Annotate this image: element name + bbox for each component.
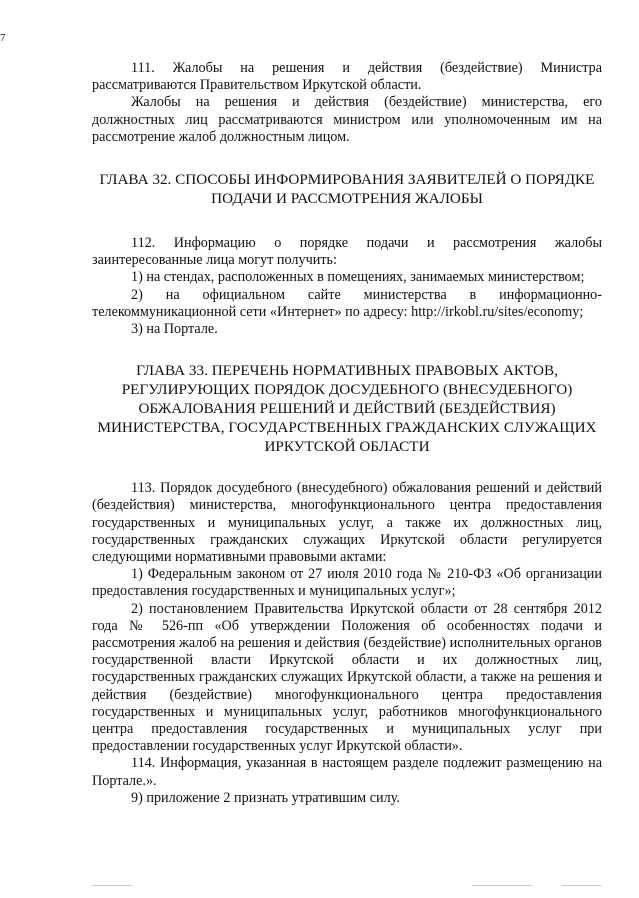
chapter-33-heading-line: ОБЖАЛОВАНИЯ РЕШЕНИЙ И ДЕЙСТВИЙ (БЕЗДЕЙСТВИЯ) bbox=[138, 400, 556, 418]
paragraph-113: 113. Порядок досудебного (внесудебного) обжалования решений и действий (бездействия) министерства, многофункционального центра предоставления государственных и муниципальных услуг, а также их должностных лиц, государственных гражданских служащих Иркутской области регулируется следующими нормативными правовыми актами: bbox=[92, 480, 602, 566]
list-item-website: 2) на официальном сайте министерства в информационно-телекоммуникационной сети «Интернет» по адресу: http://irkobl.ru/sites/economy; bbox=[92, 286, 602, 320]
chapter-32-heading bbox=[92, 170, 602, 208]
chapter-33-heading-line: МИНИСТЕРСТВА, ГОСУДАРСТВЕННЫХ ГРАЖДАНСКИХ СЛУЖАЩИХ bbox=[97, 419, 597, 437]
paragraph-112: 112. Информацию о порядке подачи и рассмотрения жалобы заинтересованные лица могут получить: bbox=[92, 235, 602, 269]
paragraph-complaints-ministry: Жалобы на решения и действия (бездействие) министерства, его должностных лиц рассматриваются министром или уполномоченным им на рассмотрение жалоб должностным лицом. bbox=[92, 94, 602, 145]
list-item-portal: 3) на Портале. bbox=[131, 321, 218, 338]
document-body bbox=[92, 60, 602, 807]
chapter-33-heading-line: РЕГУЛИРУЮЩИХ ПОРЯДОК ДОСУДЕБНОГО (ВНЕСУДЕБНОГО) bbox=[121, 381, 573, 399]
chapter-32-heading-line: ПОДАЧИ И РАССМОТРЕНИЯ ЖАЛОБЫ bbox=[211, 190, 483, 208]
list-item-federal-law: 1) Федеральным законом от 27 июля 2010 года № 210-ФЗ «Об организации предоставления государственных и муниципальных услуг»; bbox=[92, 566, 602, 600]
scan-artifact-marks bbox=[92, 885, 602, 887]
list-item-stands: 1) на стендах, расположенных в помещениях, занимаемых министерством; bbox=[131, 269, 585, 286]
paragraph-114: 114. Информация, указанная в настоящем разделе подлежит размещению на Портале.». bbox=[92, 755, 602, 789]
chapter-33-heading-line: ИРКУТСКОЙ ОБЛАСТИ bbox=[264, 438, 430, 456]
chapter-32-heading-line: ГЛАВА 32. СПОСОБЫ ИНФОРМИРОВАНИЯ ЗАЯВИТЕЛЕЙ О ПОРЯДКЕ bbox=[99, 171, 595, 189]
list-item-government-decree: 2) постановлением Правительства Иркутской области от 28 сентября 2012 года № 526-пп «Об утверждении Положения об особенностях подачи и рассмотрения жалоб на решения и действия (бездействие) исполнительных органов государственной власти Иркутской области и их должностных лиц, государственных гражданских служащих Иркутской области, а также на решения и действия (бездействие) многофункционального центра предоставления государственных и муниципальных услуг, работников многофункционального центра предоставления государственных и муниципальных услуг при предоставлении государственных услуг Иркутской области». bbox=[92, 600, 602, 755]
page-number: 7 bbox=[0, 32, 6, 44]
paragraph-111: 111. Жалобы на решения и действия (бездействие) Министра рассматриваются Правительством Иркутской области. bbox=[92, 60, 602, 94]
chapter-33-heading-line: ГЛАВА 33. ПЕРЕЧЕНЬ НОРМАТИВНЫХ ПРАВОВЫХ АКТОВ, bbox=[136, 362, 558, 380]
paragraph-appendix-2: 9) приложение 2 признать утратившим силу. bbox=[131, 789, 400, 806]
chapter-33-heading bbox=[92, 361, 602, 456]
